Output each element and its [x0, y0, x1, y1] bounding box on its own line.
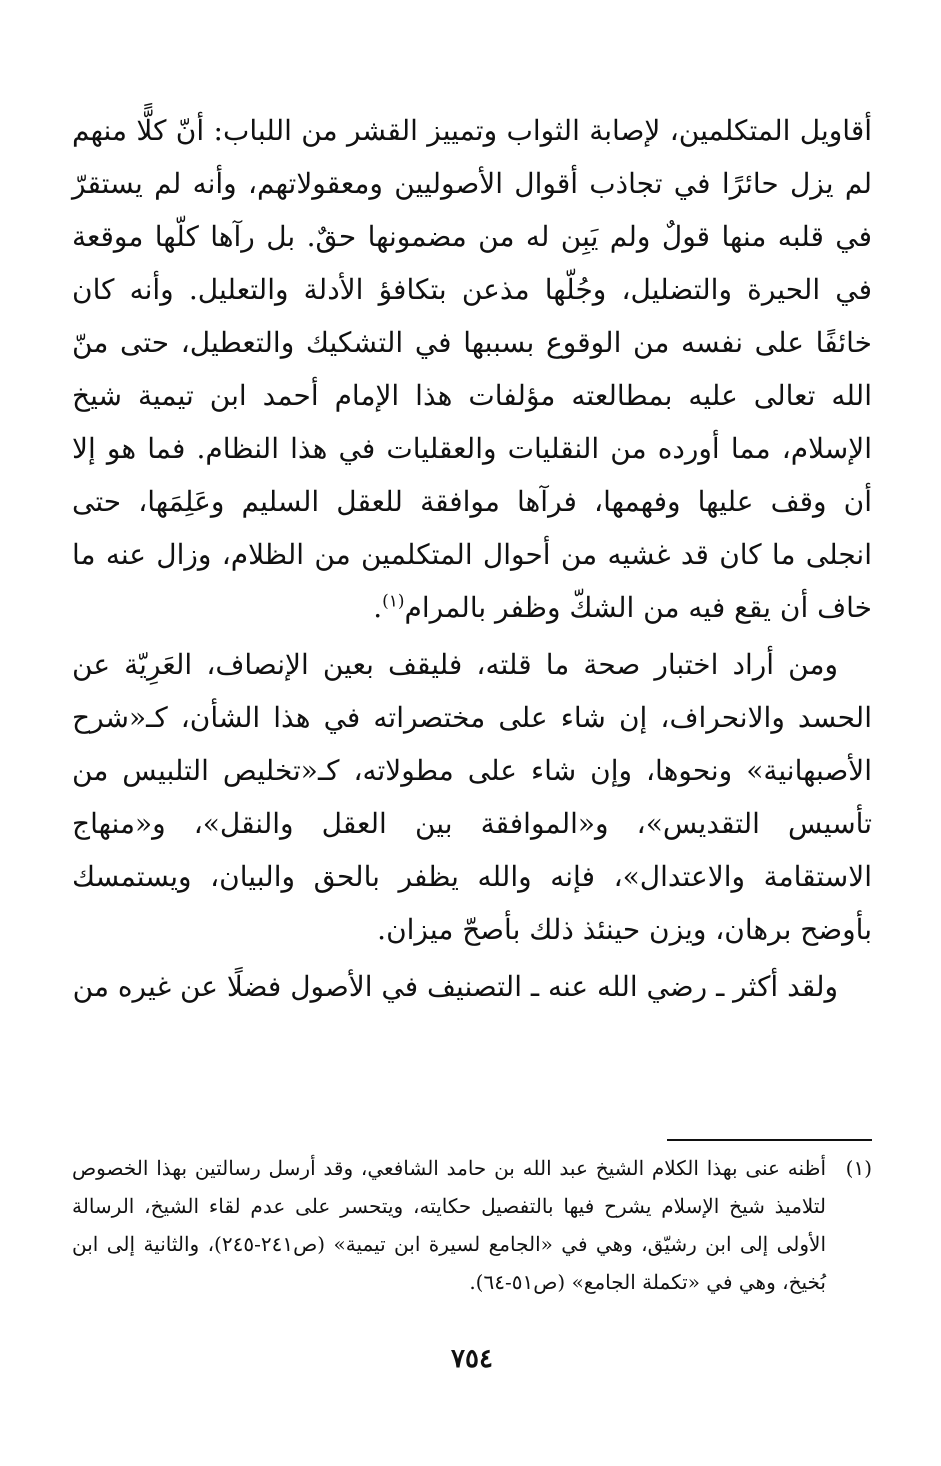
footnote — [72, 1149, 872, 1301]
paragraph-3: ولقد أكثر ـ رضي الله عنه ـ التصنيف في الأصول فضلًا عن غيره من — [72, 970, 838, 1003]
paragraph-1-end: . — [373, 591, 383, 624]
footnote-reference: (١) — [382, 591, 405, 612]
paragraph-1 — [72, 104, 872, 634]
footnote-number: (١) — [845, 1156, 872, 1180]
footnote-text: أظنه عنى بهذا الكلام الشيخ عبد الله بن حامد الشافعي، وقد أرسل رسالتين بهذا الخصوص لتلاميذ شيخ الإسلام يشرح فيها بالتفصيل حكايته، ويتحسر على عدم لقاء الشيخ، الرسالة الأولى إلى ابن رشيّق، وهي في «الجامع لسيرة ابن تيمية» (ص٢٤١-٢٤٥)، والثانية إلى ابن بُخيخ، وهي في «تكملة الجامع» (ص٥١-٦٤). — [72, 1156, 826, 1294]
main-text — [72, 104, 872, 1013]
footnote-separator — [667, 1139, 872, 1141]
paragraph-1-text: أقاويل المتكلمين، لإصابة الثواب وتمييز القشر من اللباب: أنّ كلًّا منهم لم يزل حائرًا في تجاذب أقوال الأصوليين ومعقولاتهم، وأنه لم يستقرّ في قلبه منها قولٌ ولم يَبِن له من مضمونها حقٌ. بل رآها كلّها موقعة في الحيرة والتضليل، وجُلّها مذعن بتكافؤ الأدلة والتعليل. وأنه كان خائفًا على نفسه من الوقوع بسببها في التشكيك والتعطيل، حتى منّ الله تعالى عليه بمطالعته مؤلفات هذا الإمام أحمد ابن تيمية شيخ الإسلام، مما أورده من النقليات والعقليات في هذا النظام. فما هو إلا أن وقف عليها وفهمها، فرآها موافقة للعقل السليم وعَلِمَها، حتى انجلى ما كان قد غشيه من أحوال المتكلمين من الظلام، وزال عنه ما خاف أن يقع فيه من الشكّ وظفر بالمرام — [72, 114, 872, 624]
book-page — [72, 104, 872, 1404]
footnotes — [72, 1149, 872, 1301]
page-number: ٧٥٤ — [451, 1344, 493, 1374]
paragraph-2: ومن أراد اختبار صحة ما قلته، فليقف بعين الإنصاف، العَرِيّة عن الحسد والانحراف، إن شاء على مختصراته في هذا الشأن، كـ«شرح الأصبهانية» ونحوها، وإن شاء على مطولاته، كـ«تخليص التلبيس من تأسيس التقديس»، و«الموافقة بين العقل والنقل»، و«منهاج الاستقامة والاعتدال»، فإنه والله يظفر بالحق والبيان، ويستمسك بأوضح برهان، ويزن حينئذ ذلك بأصحّ ميزان. — [72, 648, 872, 946]
